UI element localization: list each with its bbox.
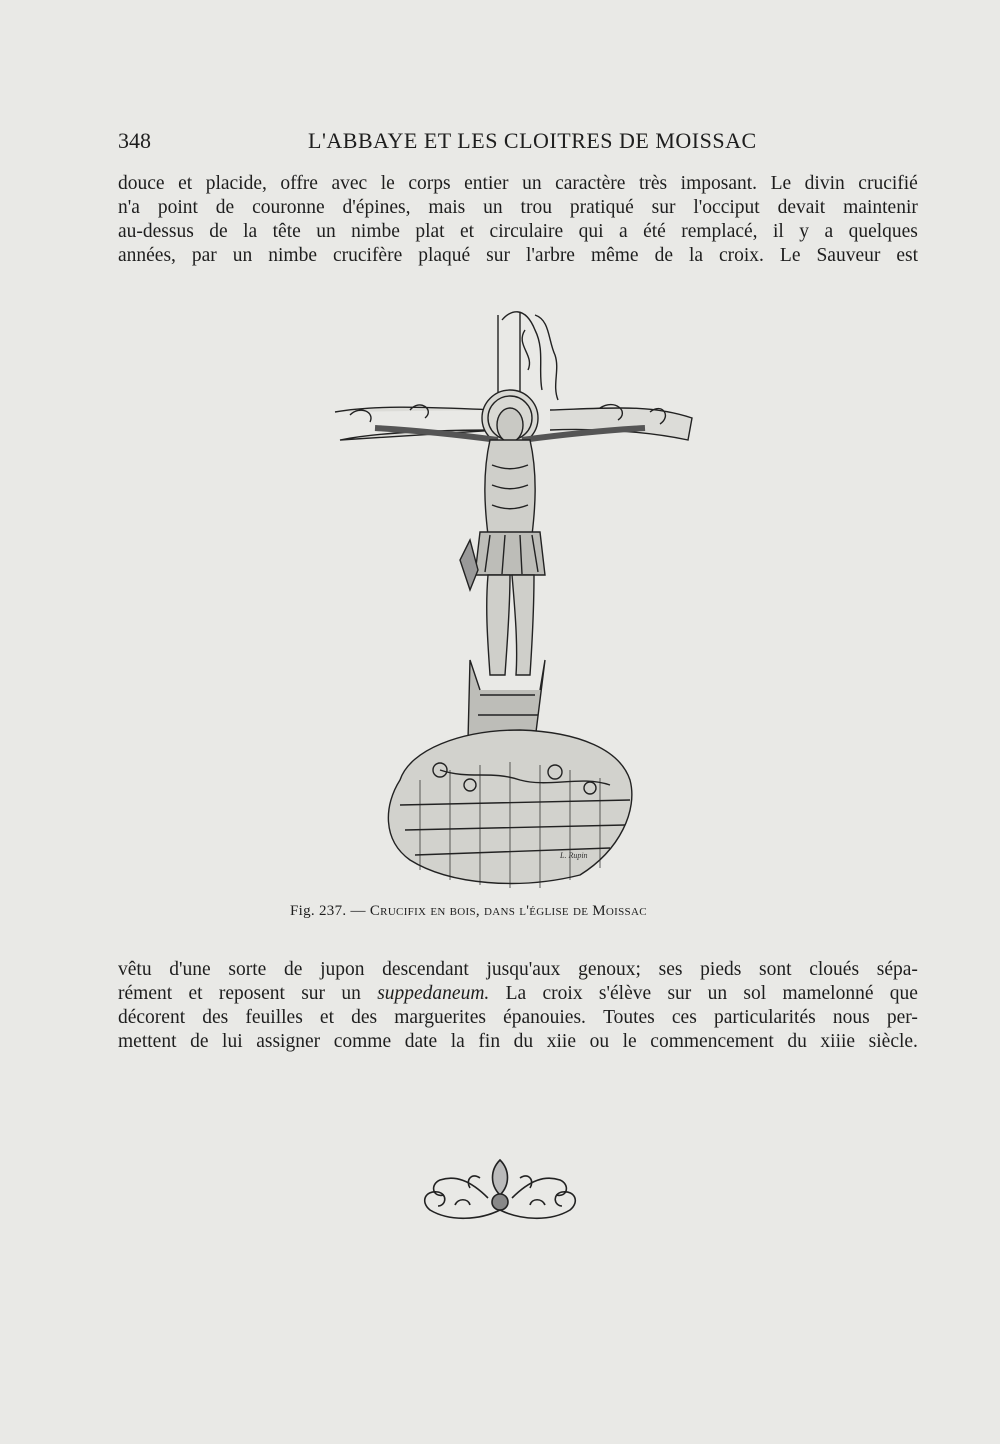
caption-prefix: Fig. 237. —	[290, 903, 370, 919]
word: devait	[777, 197, 826, 218]
word: du	[787, 1031, 807, 1052]
word: lui	[222, 1031, 243, 1052]
word: Le	[779, 245, 801, 266]
word: la	[688, 245, 704, 266]
word: offre	[280, 173, 318, 194]
word: de	[654, 245, 673, 266]
word: d'épines,	[342, 197, 411, 218]
word: sépa-	[876, 959, 918, 980]
word: divin	[804, 173, 845, 194]
word: y	[799, 221, 810, 242]
word: que	[889, 983, 918, 1004]
caption-title: Crucifix en bois, dans l'église de Moissac	[369, 903, 647, 919]
word: très	[638, 173, 668, 194]
text-line	[118, 982, 918, 1006]
word: croix	[542, 983, 583, 1004]
word: la	[243, 221, 258, 242]
text-line	[118, 1030, 918, 1054]
word: maintenir	[843, 197, 918, 218]
word: Sauveur	[816, 245, 881, 266]
word: la	[450, 1031, 465, 1052]
word: sur	[667, 983, 692, 1004]
word: d'une	[169, 959, 211, 980]
word: été	[643, 221, 666, 242]
word: siècle.	[868, 1031, 918, 1052]
word: mais	[428, 197, 466, 218]
word: et	[188, 983, 203, 1004]
word: jupon	[320, 959, 365, 980]
word: pieds	[700, 959, 742, 980]
word: l'arbre	[525, 245, 575, 266]
word: assigner	[256, 1031, 321, 1052]
word: sur	[486, 245, 511, 266]
page-number: 348	[118, 128, 151, 153]
word: sur	[301, 983, 326, 1004]
word: avec	[331, 173, 368, 194]
word: imposant.	[680, 173, 758, 194]
word: quelques	[848, 221, 918, 242]
word: plaqué	[418, 245, 471, 266]
paragraph-top	[118, 172, 918, 268]
word: circulaire	[489, 221, 564, 242]
word: de	[215, 197, 235, 218]
word: de	[209, 221, 228, 242]
word: qui	[578, 221, 604, 242]
word: des	[202, 1007, 229, 1028]
word: décorent	[118, 1007, 186, 1028]
word: n'a	[118, 197, 140, 218]
word: commencement	[650, 1031, 774, 1052]
word: rément	[118, 983, 173, 1004]
word: années,	[118, 245, 176, 266]
running-head	[118, 122, 918, 162]
figure-caption	[290, 903, 750, 920]
word: un	[522, 173, 542, 194]
word: marguerites	[394, 1007, 486, 1028]
word: a	[618, 221, 628, 242]
word: Toutes	[603, 1007, 655, 1028]
word: tête	[272, 221, 301, 242]
word: et	[178, 173, 193, 194]
word: ou	[589, 1031, 610, 1052]
word: xiie	[546, 1031, 576, 1052]
word: xiiie	[820, 1031, 856, 1052]
word: nimbe	[351, 221, 400, 242]
word: au-dessus	[118, 221, 194, 242]
word: cloués	[809, 959, 860, 980]
word: jusqu'aux	[486, 959, 561, 980]
word: Le	[770, 173, 792, 194]
word: fin	[478, 1031, 501, 1052]
word: même	[590, 245, 639, 266]
word: le	[380, 173, 395, 194]
word: plat	[415, 221, 445, 242]
word: a	[824, 221, 834, 242]
word: un	[483, 197, 503, 218]
word: un	[316, 221, 336, 242]
word: reposent	[218, 983, 285, 1004]
word: et	[460, 221, 475, 242]
word: est	[896, 245, 918, 266]
word: pratiqué	[569, 197, 634, 218]
word: sorte	[228, 959, 267, 980]
running-title: L'ABBAYE ET LES CLOITRES DE MOISSAC	[308, 128, 757, 153]
word: placide,	[205, 173, 267, 194]
word: vêtu	[118, 959, 152, 980]
text-line	[118, 1006, 918, 1030]
word: date	[404, 1031, 438, 1052]
word: genoux;	[578, 959, 641, 980]
word: ces	[671, 1007, 697, 1028]
word: caractère	[555, 173, 626, 194]
word: et	[319, 1007, 334, 1028]
word: de	[283, 959, 303, 980]
word: crucifié	[858, 173, 918, 194]
word: par	[191, 245, 217, 266]
artist-signature: L. Rupin	[560, 851, 588, 860]
word: sont	[759, 959, 792, 980]
word: comme	[333, 1031, 392, 1052]
word: remplacé,	[681, 221, 758, 242]
word: épanouies.	[503, 1007, 586, 1028]
word: des	[351, 1007, 378, 1028]
word: crucifère	[332, 245, 403, 266]
word: La	[505, 983, 527, 1004]
word: s'élève	[598, 983, 652, 1004]
word: sur	[651, 197, 676, 218]
word: ses	[658, 959, 683, 980]
word: mettent	[118, 1031, 177, 1052]
word: particularités	[713, 1007, 816, 1028]
text-line	[118, 958, 918, 982]
word: suppedaneum.	[377, 983, 490, 1004]
word: un	[341, 983, 361, 1004]
paragraph-bottom	[118, 958, 918, 1054]
text-line	[118, 172, 918, 196]
word: sol	[743, 983, 767, 1004]
word: nous	[832, 1007, 870, 1028]
word: couronne	[252, 197, 325, 218]
word: per-	[886, 1007, 918, 1028]
word: l'occiput	[693, 197, 760, 218]
word: un	[232, 245, 253, 266]
word: le	[622, 1031, 637, 1052]
word: croix.	[718, 245, 764, 266]
crucifix-illustration	[320, 300, 710, 900]
word: un	[707, 983, 728, 1004]
word: nimbe	[268, 245, 317, 266]
word: corps	[408, 173, 451, 194]
word: trou	[520, 197, 552, 218]
text-line	[118, 196, 918, 220]
word: entier	[464, 173, 509, 194]
word: descendant	[382, 959, 469, 980]
word: mamelonné	[782, 983, 874, 1004]
word: feuilles	[245, 1007, 303, 1028]
text-line	[118, 220, 918, 244]
word: point	[157, 197, 198, 218]
word: du	[513, 1031, 534, 1052]
word: douce	[118, 173, 165, 194]
floral-ornament-icon	[410, 1150, 590, 1225]
word: il	[773, 221, 784, 242]
text-line	[118, 244, 918, 268]
word: de	[190, 1031, 209, 1052]
